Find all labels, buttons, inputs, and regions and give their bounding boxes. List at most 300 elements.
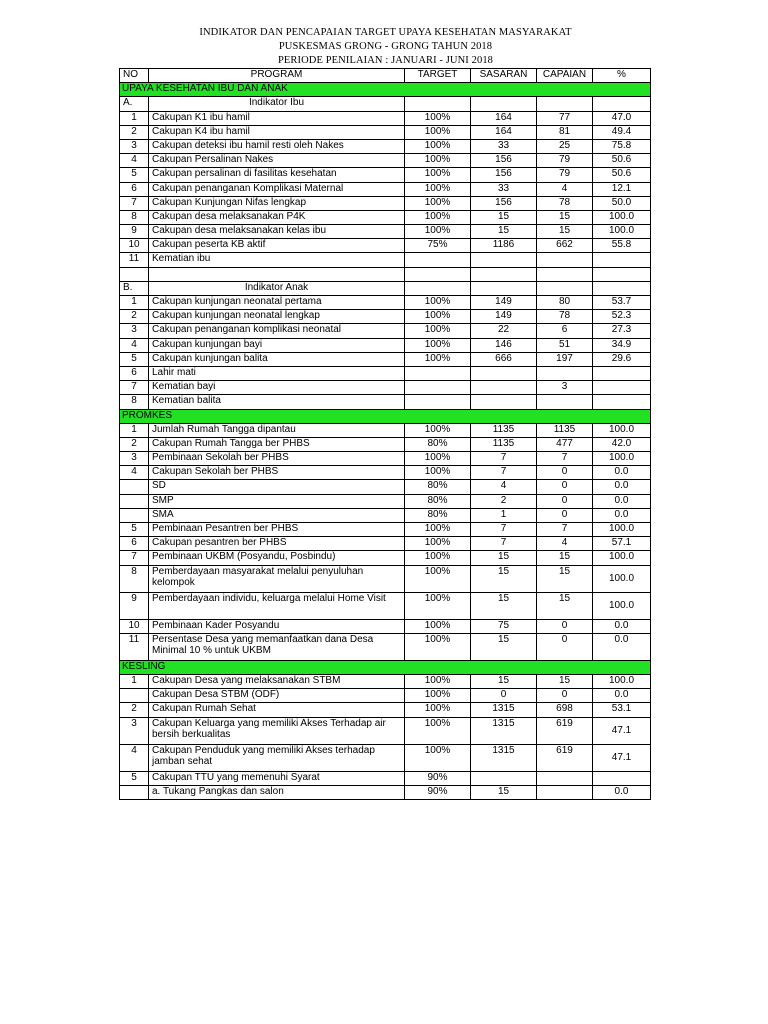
program-name: Pembinaan UKBM (Posyandu, Posbindu) [149, 551, 405, 565]
row-number: 1 [120, 296, 149, 310]
row-number: 2 [120, 310, 149, 324]
capaian-value: 80 [537, 296, 593, 310]
header-program: PROGRAM [149, 69, 405, 83]
program-name: Cakupan Persalinan Nakes [149, 154, 405, 168]
percent-value: 0.0 [593, 633, 651, 660]
target-value: 90% [405, 771, 471, 785]
target-value: 100% [405, 324, 471, 338]
program-name: Pemberdayaan individu, keluarga melalui Home Visit [149, 592, 405, 619]
capaian-value: 0 [537, 633, 593, 660]
blank-row [120, 267, 651, 281]
table-row [120, 437, 651, 451]
subsection-row [120, 97, 651, 111]
sasaran-value: 1315 [471, 703, 537, 717]
program-name: Cakupan Kunjungan Nifas lengkap [149, 196, 405, 210]
target-value: 100% [405, 452, 471, 466]
row-number: 8 [120, 210, 149, 224]
sasaran-value: 1 [471, 508, 537, 522]
table-row [120, 565, 651, 592]
header-capaian: CAPAIAN [537, 69, 593, 83]
sasaran-value: 33 [471, 182, 537, 196]
percent-value: 47.0 [593, 111, 651, 125]
table-row [120, 674, 651, 688]
program-name: Cakupan kunjungan neonatal lengkap [149, 310, 405, 324]
row-number: 2 [120, 437, 149, 451]
target-value: 80% [405, 480, 471, 494]
sasaran-value: 149 [471, 296, 537, 310]
percent-value: 42.0 [593, 437, 651, 451]
percent-value: 49.4 [593, 125, 651, 139]
percent-value: 47.1 [593, 744, 651, 771]
row-number: 5 [120, 352, 149, 366]
percent-value: 100.0 [593, 674, 651, 688]
percent-value: 100.0 [593, 565, 651, 592]
capaian-value: 15 [537, 565, 593, 592]
table-row [120, 366, 651, 380]
table-row [120, 324, 651, 338]
row-number: 7 [120, 381, 149, 395]
table-row [120, 633, 651, 660]
table-row [120, 689, 651, 703]
empty-cell [471, 97, 537, 111]
program-name: Cakupan TTU yang memenuhi Syarat [149, 771, 405, 785]
target-value: 80% [405, 437, 471, 451]
row-number [120, 508, 149, 522]
table-row [120, 395, 651, 409]
target-value: 80% [405, 508, 471, 522]
capaian-value: 0 [537, 619, 593, 633]
capaian-value [537, 785, 593, 799]
program-name: Cakupan kunjungan balita [149, 352, 405, 366]
capaian-value: 1135 [537, 423, 593, 437]
title-line-2: PUSKESMAS GRONG - GRONG TAHUN 2018 [278, 41, 493, 52]
table-row [120, 225, 651, 239]
table-row [120, 452, 651, 466]
table-row [120, 619, 651, 633]
table-row [120, 744, 651, 771]
target-value: 100% [405, 592, 471, 619]
program-name: Cakupan Rumah Tangga ber PHBS [149, 437, 405, 451]
target-value: 100% [405, 125, 471, 139]
percent-value: 0.0 [593, 480, 651, 494]
empty-cell [471, 281, 537, 295]
row-number: 7 [120, 551, 149, 565]
table-row [120, 338, 651, 352]
sasaran-value: 4 [471, 480, 537, 494]
table-row [120, 210, 651, 224]
capaian-value [537, 253, 593, 267]
program-name: Cakupan desa melaksanakan kelas ibu [149, 225, 405, 239]
sasaran-value: 33 [471, 139, 537, 153]
percent-value: 0.0 [593, 466, 651, 480]
target-value: 100% [405, 537, 471, 551]
sasaran-value: 7 [471, 523, 537, 537]
capaian-value: 15 [537, 225, 593, 239]
program-name: Kematian ibu [149, 253, 405, 267]
capaian-value [537, 771, 593, 785]
empty-cell [120, 267, 149, 281]
empty-cell [537, 267, 593, 281]
empty-cell [405, 267, 471, 281]
row-number: 4 [120, 744, 149, 771]
row-number: 10 [120, 619, 149, 633]
row-number: 6 [120, 366, 149, 380]
capaian-value: 619 [537, 717, 593, 744]
program-name: Cakupan kunjungan neonatal pertama [149, 296, 405, 310]
program-name: Pemberdayaan masyarakat melalui penyuluhan kelompok [149, 565, 405, 592]
capaian-value: 6 [537, 324, 593, 338]
row-number [120, 480, 149, 494]
program-name: Cakupan pesantren ber PHBS [149, 537, 405, 551]
empty-cell [537, 281, 593, 295]
table-row [120, 551, 651, 565]
header-percent: % [593, 69, 651, 83]
percent-value [593, 366, 651, 380]
target-value: 100% [405, 352, 471, 366]
program-name: Cakupan Penduduk yang memiliki Akses terhadap jamban sehat [149, 744, 405, 771]
row-number: 6 [120, 537, 149, 551]
target-value: 100% [405, 310, 471, 324]
program-name: Cakupan penanganan komplikasi neonatal [149, 324, 405, 338]
table-row [120, 494, 651, 508]
sasaran-value: 7 [471, 466, 537, 480]
capaian-value: 662 [537, 239, 593, 253]
target-value: 100% [405, 565, 471, 592]
target-value: 100% [405, 225, 471, 239]
capaian-value: 7 [537, 452, 593, 466]
table-row [120, 537, 651, 551]
capaian-value: 78 [537, 310, 593, 324]
capaian-value [537, 366, 593, 380]
table-row [120, 703, 651, 717]
row-number: 10 [120, 239, 149, 253]
sasaran-value: 15 [471, 674, 537, 688]
capaian-value: 0 [537, 689, 593, 703]
sasaran-value: 15 [471, 210, 537, 224]
empty-cell [593, 267, 651, 281]
capaian-value: 7 [537, 523, 593, 537]
row-number: 1 [120, 423, 149, 437]
row-number: 4 [120, 466, 149, 480]
target-value: 100% [405, 139, 471, 153]
table-row [120, 139, 651, 153]
program-name: Cakupan Keluarga yang memiliki Akses Terhadap air bersih berkualitas [149, 717, 405, 744]
target-value [405, 395, 471, 409]
row-number: 8 [120, 565, 149, 592]
target-value: 100% [405, 717, 471, 744]
target-value: 100% [405, 111, 471, 125]
row-number [120, 689, 149, 703]
row-number [120, 785, 149, 799]
header-sasaran: SASARAN [471, 69, 537, 83]
title-line-3: PERIODE PENILAIAN : JANUARI - JUNI 2018 [277, 55, 494, 66]
percent-value: 0.0 [593, 619, 651, 633]
sasaran-value: 15 [471, 225, 537, 239]
percent-value: 0.0 [593, 494, 651, 508]
table-row [120, 125, 651, 139]
table-row [120, 296, 651, 310]
sasaran-value: 156 [471, 154, 537, 168]
table-row [120, 182, 651, 196]
row-number: 5 [120, 771, 149, 785]
capaian-value: 619 [537, 744, 593, 771]
target-value: 100% [405, 338, 471, 352]
sasaran-value: 146 [471, 338, 537, 352]
empty-cell [405, 97, 471, 111]
target-value: 100% [405, 619, 471, 633]
program-name: Pembinaan Kader Posyandu [149, 619, 405, 633]
sasaran-value [471, 395, 537, 409]
table-row [120, 352, 651, 366]
target-value: 100% [405, 674, 471, 688]
target-value: 100% [405, 296, 471, 310]
capaian-value: 78 [537, 196, 593, 210]
program-name: SMA [149, 508, 405, 522]
table-row [120, 717, 651, 744]
section-label: PROMKES [120, 409, 651, 423]
sasaran-value: 7 [471, 452, 537, 466]
target-value: 100% [405, 154, 471, 168]
sasaran-value: 164 [471, 111, 537, 125]
subsection-letter: A. [120, 97, 149, 111]
percent-value: 100.0 [593, 452, 651, 466]
percent-value: 52.3 [593, 310, 651, 324]
row-number: 4 [120, 338, 149, 352]
percent-value: 100.0 [593, 423, 651, 437]
sasaran-value [471, 771, 537, 785]
empty-cell [471, 267, 537, 281]
program-name: Persentase Desa yang memanfaatkan dana Desa Minimal 10 % untuk UKBM [149, 633, 405, 660]
capaian-value: 51 [537, 338, 593, 352]
capaian-value: 15 [537, 551, 593, 565]
percent-value: 53.7 [593, 296, 651, 310]
percent-value: 50.0 [593, 196, 651, 210]
capaian-value: 25 [537, 139, 593, 153]
percent-value [593, 395, 651, 409]
percent-value: 100.0 [593, 523, 651, 537]
target-value: 100% [405, 689, 471, 703]
program-name: a. Tukang Pangkas dan salon [149, 785, 405, 799]
target-value: 100% [405, 703, 471, 717]
percent-value: 0.0 [593, 785, 651, 799]
capaian-value: 0 [537, 480, 593, 494]
target-value: 100% [405, 466, 471, 480]
subsection-row [120, 281, 651, 295]
target-value: 100% [405, 210, 471, 224]
percent-value: 75.8 [593, 139, 651, 153]
percent-value [593, 381, 651, 395]
capaian-value: 3 [537, 381, 593, 395]
percent-value: 0.0 [593, 689, 651, 703]
table-row [120, 239, 651, 253]
program-name: Cakupan deteksi ibu hamil resti oleh Nakes [149, 139, 405, 153]
sasaran-value: 75 [471, 619, 537, 633]
percent-value [593, 771, 651, 785]
table-row [120, 785, 651, 799]
percent-value: 29.6 [593, 352, 651, 366]
percent-value: 55.8 [593, 239, 651, 253]
row-number: 7 [120, 196, 149, 210]
target-value [405, 381, 471, 395]
table-row [120, 480, 651, 494]
section-label: KESLING [120, 660, 651, 674]
capaian-value: 4 [537, 537, 593, 551]
capaian-value: 15 [537, 592, 593, 619]
row-number: 9 [120, 225, 149, 239]
section-row [120, 409, 651, 423]
percent-value: 100.0 [593, 210, 651, 224]
row-number: 6 [120, 182, 149, 196]
row-number: 2 [120, 125, 149, 139]
table-row [120, 253, 651, 267]
table-row [120, 423, 651, 437]
sasaran-value: 15 [471, 592, 537, 619]
row-number: 1 [120, 111, 149, 125]
title-line-1: INDIKATOR DAN PENCAPAIAN TARGET UPAYA KESEHATAN MASYARAKAT [199, 27, 572, 38]
program-name: Cakupan K4 ibu hamil [149, 125, 405, 139]
program-name: SMP [149, 494, 405, 508]
program-name: Kematian bayi [149, 381, 405, 395]
header-target: TARGET [405, 69, 471, 83]
target-value: 100% [405, 423, 471, 437]
percent-value: 34.9 [593, 338, 651, 352]
program-name: Cakupan Sekolah ber PHBS [149, 466, 405, 480]
section-label: UPAYA KESEHATAN IBU DAN ANAK [120, 83, 651, 97]
program-name: Cakupan persalinan di fasilitas kesehatan [149, 168, 405, 182]
empty-cell [593, 281, 651, 295]
sasaran-value: 15 [471, 633, 537, 660]
percent-value: 100.0 [593, 551, 651, 565]
target-value: 100% [405, 744, 471, 771]
capaian-value: 77 [537, 111, 593, 125]
table-row [120, 310, 651, 324]
sasaran-value: 1135 [471, 437, 537, 451]
program-name: Cakupan Desa yang melaksanakan STBM [149, 674, 405, 688]
row-number: 3 [120, 324, 149, 338]
program-name: Cakupan desa melaksanakan P4K [149, 210, 405, 224]
target-value: 75% [405, 239, 471, 253]
subsection-title: Indikator Anak [149, 281, 405, 295]
capaian-value: 15 [537, 674, 593, 688]
percent-value: 100.0 [593, 592, 651, 619]
capaian-value: 0 [537, 466, 593, 480]
subsection-title: Indikator Ibu [149, 97, 405, 111]
row-number: 5 [120, 523, 149, 537]
sasaran-value: 7 [471, 537, 537, 551]
target-value: 90% [405, 785, 471, 799]
percent-value: 12.1 [593, 182, 651, 196]
capaian-value: 0 [537, 508, 593, 522]
subsection-letter: B. [120, 281, 149, 295]
empty-cell [405, 281, 471, 295]
program-name: SD [149, 480, 405, 494]
header-no: NO [120, 69, 149, 83]
capaian-value: 0 [537, 494, 593, 508]
target-value: 100% [405, 182, 471, 196]
capaian-value: 477 [537, 437, 593, 451]
program-name: Cakupan Desa STBM (ODF) [149, 689, 405, 703]
capaian-value: 197 [537, 352, 593, 366]
program-name: Cakupan K1 ibu hamil [149, 111, 405, 125]
percent-value: 100.0 [593, 225, 651, 239]
table-row [120, 381, 651, 395]
row-number: 4 [120, 154, 149, 168]
percent-value: 27.3 [593, 324, 651, 338]
row-number: 2 [120, 703, 149, 717]
program-name: Cakupan kunjungan bayi [149, 338, 405, 352]
target-value: 100% [405, 196, 471, 210]
target-value: 100% [405, 523, 471, 537]
table-row [120, 508, 651, 522]
sasaran-value: 156 [471, 196, 537, 210]
sasaran-value: 1315 [471, 717, 537, 744]
table-row [120, 196, 651, 210]
program-name: Kematian balita [149, 395, 405, 409]
sasaran-value: 0 [471, 689, 537, 703]
sasaran-value: 2 [471, 494, 537, 508]
target-value: 100% [405, 168, 471, 182]
row-number: 3 [120, 452, 149, 466]
table-row [120, 523, 651, 537]
percent-value: 57.1 [593, 537, 651, 551]
percent-value: 50.6 [593, 154, 651, 168]
capaian-value: 4 [537, 182, 593, 196]
sasaran-value: 22 [471, 324, 537, 338]
table-row [120, 111, 651, 125]
empty-cell [149, 267, 405, 281]
sasaran-value: 15 [471, 785, 537, 799]
program-name: Pembinaan Sekolah ber PHBS [149, 452, 405, 466]
row-number: 8 [120, 395, 149, 409]
sasaran-value: 666 [471, 352, 537, 366]
sasaran-value: 15 [471, 565, 537, 592]
program-name: Cakupan peserta KB aktif [149, 239, 405, 253]
row-number [120, 494, 149, 508]
sasaran-value [471, 381, 537, 395]
target-value [405, 253, 471, 267]
sasaran-value: 156 [471, 168, 537, 182]
capaian-value: 79 [537, 154, 593, 168]
sasaran-value [471, 253, 537, 267]
row-number: 5 [120, 168, 149, 182]
capaian-value [537, 395, 593, 409]
target-value [405, 366, 471, 380]
program-name: Cakupan penanganan Komplikasi Maternal [149, 182, 405, 196]
table-row [120, 466, 651, 480]
row-number: 3 [120, 717, 149, 744]
empty-cell [537, 97, 593, 111]
target-value: 100% [405, 633, 471, 660]
sasaran-value: 149 [471, 310, 537, 324]
row-number: 3 [120, 139, 149, 153]
table-row [120, 592, 651, 619]
row-number: 9 [120, 592, 149, 619]
sasaran-value: 164 [471, 125, 537, 139]
program-name: Lahir mati [149, 366, 405, 380]
row-number: 11 [120, 633, 149, 660]
sasaran-value: 1186 [471, 239, 537, 253]
table-row [120, 771, 651, 785]
section-row [120, 83, 651, 97]
report-title [120, 26, 651, 68]
table-row [120, 168, 651, 182]
indicator-table [119, 68, 651, 800]
sasaran-value: 15 [471, 551, 537, 565]
program-name: Cakupan Rumah Sehat [149, 703, 405, 717]
program-name: Jumlah Rumah Tangga dipantau [149, 423, 405, 437]
sasaran-value: 1315 [471, 744, 537, 771]
sasaran-value: 1135 [471, 423, 537, 437]
